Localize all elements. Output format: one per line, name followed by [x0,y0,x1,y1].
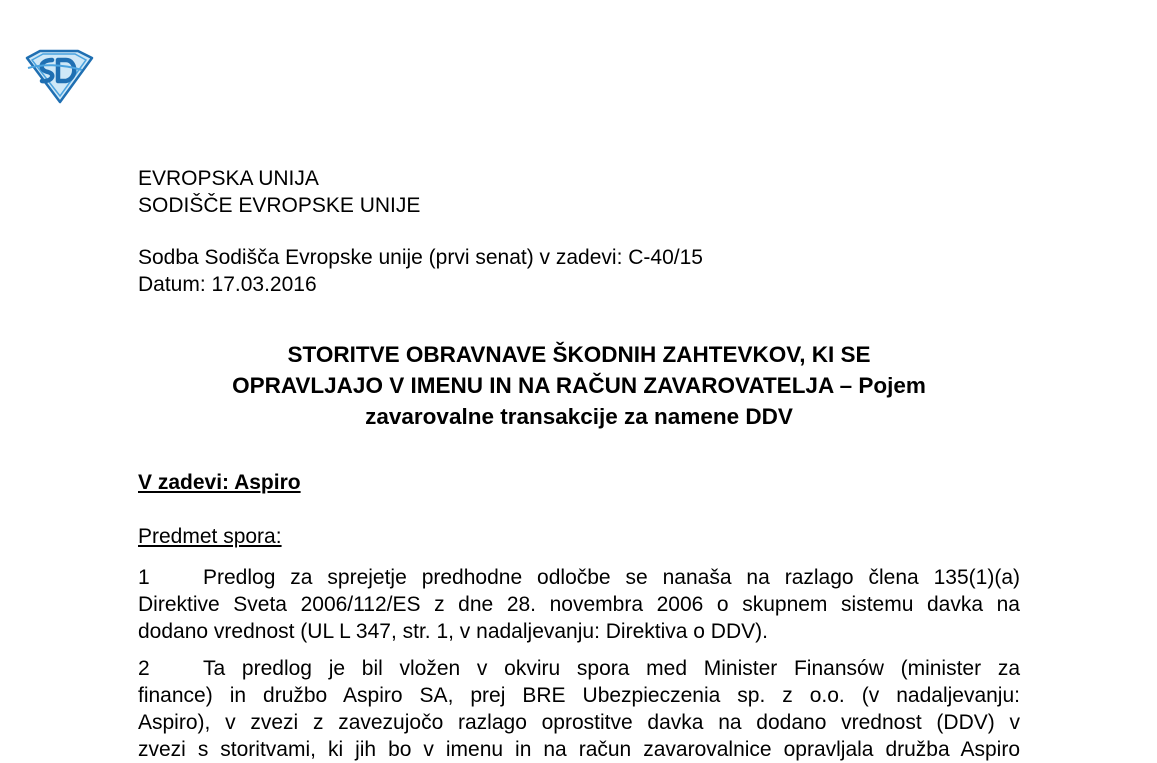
subject-heading: Predmet spora: [138,525,282,548]
paragraph-1 [138,564,1020,645]
paragraph-line: finance) in družbo Aspiro SA, prej BRE Ubezpieczenia sp. z o.o. (v nadaljevanju: [138,684,1020,707]
paragraph-2 [138,655,1020,763]
title-line: zavarovalne transakcije za namene DDV [365,404,793,429]
paragraph-number: 1 [138,566,150,589]
paragraph-line: Direktive Sveta 2006/112/ES z dne 28. novembra 2006 o skupnem sistemu davka na [138,593,1020,616]
paragraph-text: Ta predlog je bil vložen v okviru spora med Minister Finansów (minister za [203,657,1020,680]
paragraph-text: Predlog za sprejetje predhodne odločbe se nanaša na razlago člena 135(1)(a) [203,566,1020,589]
case-reference: Sodba Sodišča Evropske unije (prvi senat) v zadevi: C-40/15 [138,246,703,269]
matter-heading: V zadevi: Aspiro [138,471,301,494]
header-line-court: SODIŠČE EVROPSKE UNIJE [138,194,421,217]
company-logo-icon [22,48,96,104]
header-line-eu: EVROPSKA UNIJA [138,167,319,190]
paragraph-line: Aspiro), v zvezi z zavezujočo razlago oprostitve davka na dodano vrednost (DDV) v [138,711,1020,734]
case-date: Datum: 17.03.2016 [138,273,317,296]
title-line: OPRAVLJAJO V IMENU IN NA RAČUN ZAVAROVATELJA – Pojem [232,373,926,398]
paragraph-line: zvezi s storitvami, ki jih bo v imenu in na račun zavarovalnice opravljala družba Aspiro [138,738,1020,761]
paragraph-line [138,655,1020,682]
title-line: STORITVE OBRAVNAVE ŠKODNIH ZAHTEVKOV, KI SE [287,342,871,367]
document-title [138,339,1020,432]
paragraph-number: 2 [138,657,150,680]
paragraph-line [138,564,1020,591]
paragraph-line: dodano vrednost (UL L 347, str. 1, v nadaljevanju: Direktiva o DDV). [138,620,768,643]
